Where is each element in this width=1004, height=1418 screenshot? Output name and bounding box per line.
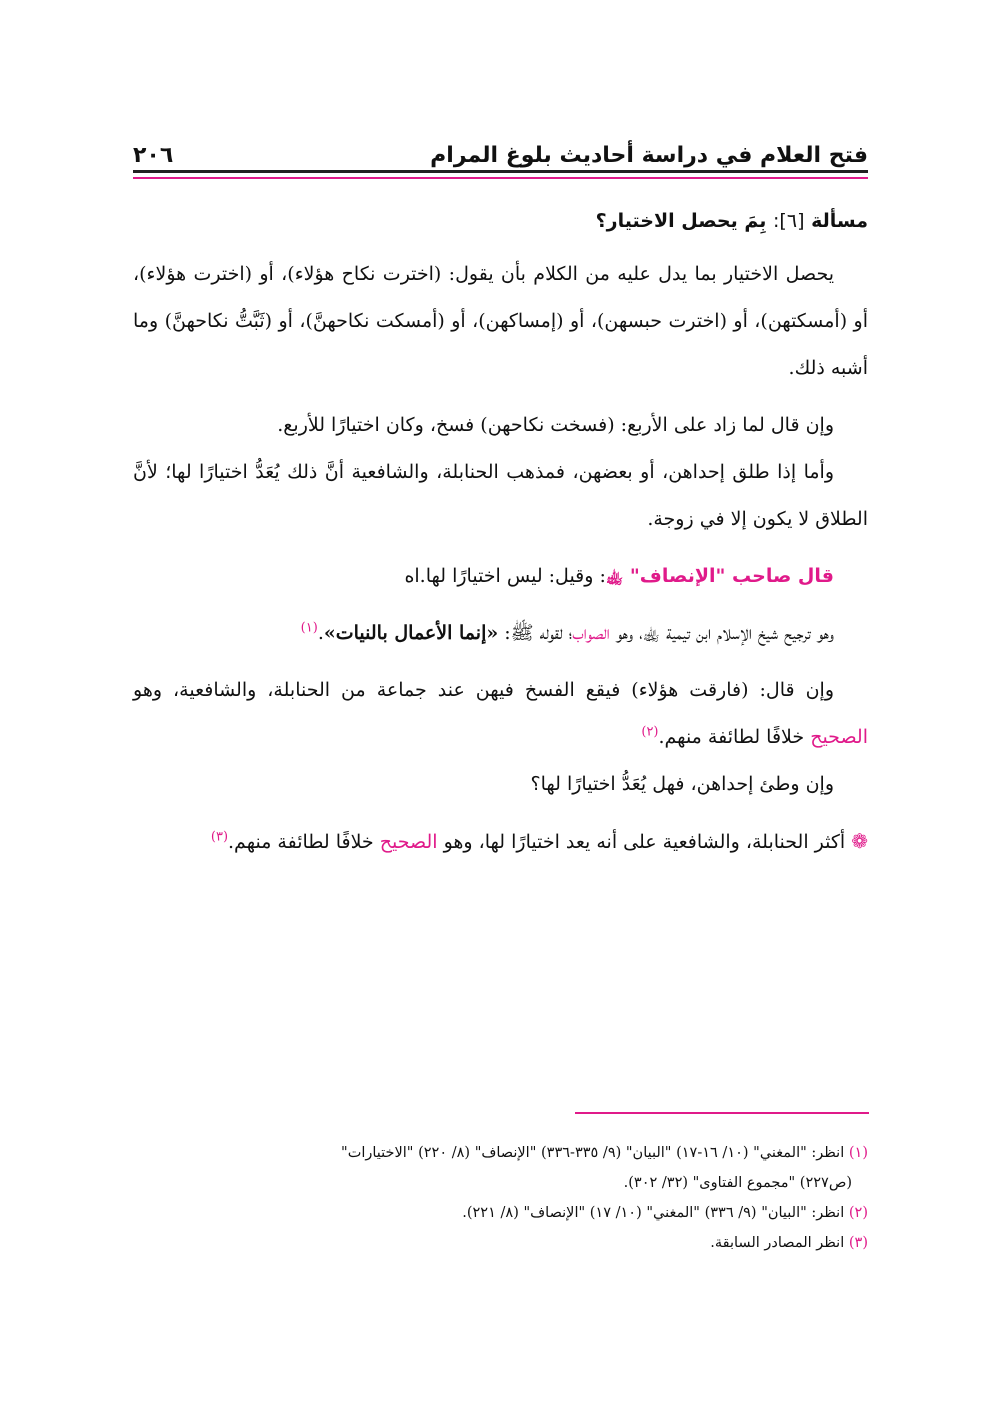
paragraph-6-text-a: وإن قال: (فارقت هؤلاء) فيقع الفسخ فيهن عند جماعة من الحنابلة، والشافعية، وهو: [133, 679, 834, 701]
paragraph-2: وإن قال لما زاد على الأربع: (فسخت نكاحهن) فسخ، وكان اختيارًا للأربع.: [277, 414, 834, 436]
main-text: [133, 198, 868, 866]
paragraph-7: وإن وطئ إحداهن، فهل يُعَدُّ اختيارًا لها؟: [530, 773, 834, 795]
footnote-1-text: انظر: "المغني" (١٠/ ١٦-١٧) "البيان" (٩/ ٣٣٥-٣٣٦) "الإنصاف" (٨/ ٢٢٠) "الاختيارات": [341, 1145, 845, 1161]
book-title: فتح العلام في دراسة أحاديث بلوغ المرام: [430, 143, 868, 168]
question-label: مسألة: [811, 210, 868, 232]
paragraph-5-text-b: ؛ لقوله ﷺ:: [504, 622, 573, 644]
flower-icon: ❁: [851, 829, 868, 853]
footnote-ref-2[interactable]: (٢): [641, 724, 659, 740]
footnote-1-continuation: (ص٢٢٧) "مجموع الفتاوى" (٣٢/ ٣٠٢).: [623, 1175, 852, 1191]
footnote-2-text: انظر: "البيان" (٩/ ٣٣٦) "المغني" (١٠/ ١٧) "الإنصاف" (٨/ ٢٢١).: [462, 1205, 845, 1221]
paragraph-4: [133, 553, 868, 600]
question-heading: [133, 198, 868, 245]
footnote-2-number: (٢): [848, 1205, 868, 1221]
paragraph-5-text-a: وهو ترجيح شيخ الإسلام ابن تيمية ﵀، وهو: [615, 622, 834, 644]
paragraph-5-end: .: [317, 622, 324, 644]
running-header: [133, 128, 868, 168]
footnote-2: [133, 1198, 868, 1228]
footnote-3-number: (٣): [848, 1235, 868, 1251]
highlight-sahih-2: الصحيح: [379, 831, 438, 853]
paragraph-6-text-b: خلافًا لطائفة منهم.: [658, 726, 805, 748]
paragraph-6: [133, 667, 868, 761]
paragraph-3: وأما إذا طلق إحداهن، أو بعضهن، فمذهب الحنابلة، والشافعية أنَّ ذلك يُعَدُّ اختيارًا لها؛ لأنَّ الطلاق لا يكون إلا في زوجة.: [133, 461, 868, 530]
question-title: بِمَ يحصل الاختيار؟: [595, 210, 767, 232]
footnote-1: [133, 1138, 868, 1168]
paragraph-1: يحصل الاختيار بما يدل عليه من الكلام بأن يقول: (اخترت نكاح هؤلاء)، أو (اخترت هؤلاء)، أو (أمسكتهن)، أو (اخترت حبسهن)، أو (إمساكهن)، أو (أمسكت نكاحهنَّ)، أو (ثَبَّتُّ نكاحهنَّ) وما أشبه ذلك.: [133, 263, 868, 379]
footnote-3-text: انظر المصادر السابقة.: [710, 1235, 845, 1251]
paragraph-5: [133, 610, 868, 657]
page-number: ٢٠٦: [133, 143, 174, 168]
footnotes: [133, 1138, 868, 1258]
header-rule-pink: [133, 177, 868, 179]
paragraph-8: [133, 818, 868, 866]
question-number: [٦]:: [773, 210, 805, 232]
highlight-sahih-1: الصحيح: [810, 726, 868, 748]
footnote-ref-3[interactable]: (٣): [210, 829, 229, 845]
paragraph-8-text-b: خلافًا لطائفة منهم.: [228, 831, 374, 853]
footnote-1-number: (١): [848, 1145, 868, 1161]
quote-attribution: قال صاحب "الإنصاف" ﵀: [605, 565, 834, 587]
paragraph-8-text-a: أكثر الحنابلة، والشافعية على أنه يعد اختيارًا لها، وهو: [443, 831, 846, 853]
header-rule-dark: [133, 170, 868, 173]
footnote-separator: [575, 1112, 869, 1114]
hadith-quote: «إنما الأعمال بالنيات»: [323, 622, 499, 644]
highlight-sawab: الصواب: [572, 622, 610, 644]
footnote-ref-1[interactable]: (١): [300, 620, 318, 636]
quote-text: : وقيل: ليس اختيارًا لها.اه: [404, 565, 606, 587]
footnote-3: [133, 1228, 868, 1258]
